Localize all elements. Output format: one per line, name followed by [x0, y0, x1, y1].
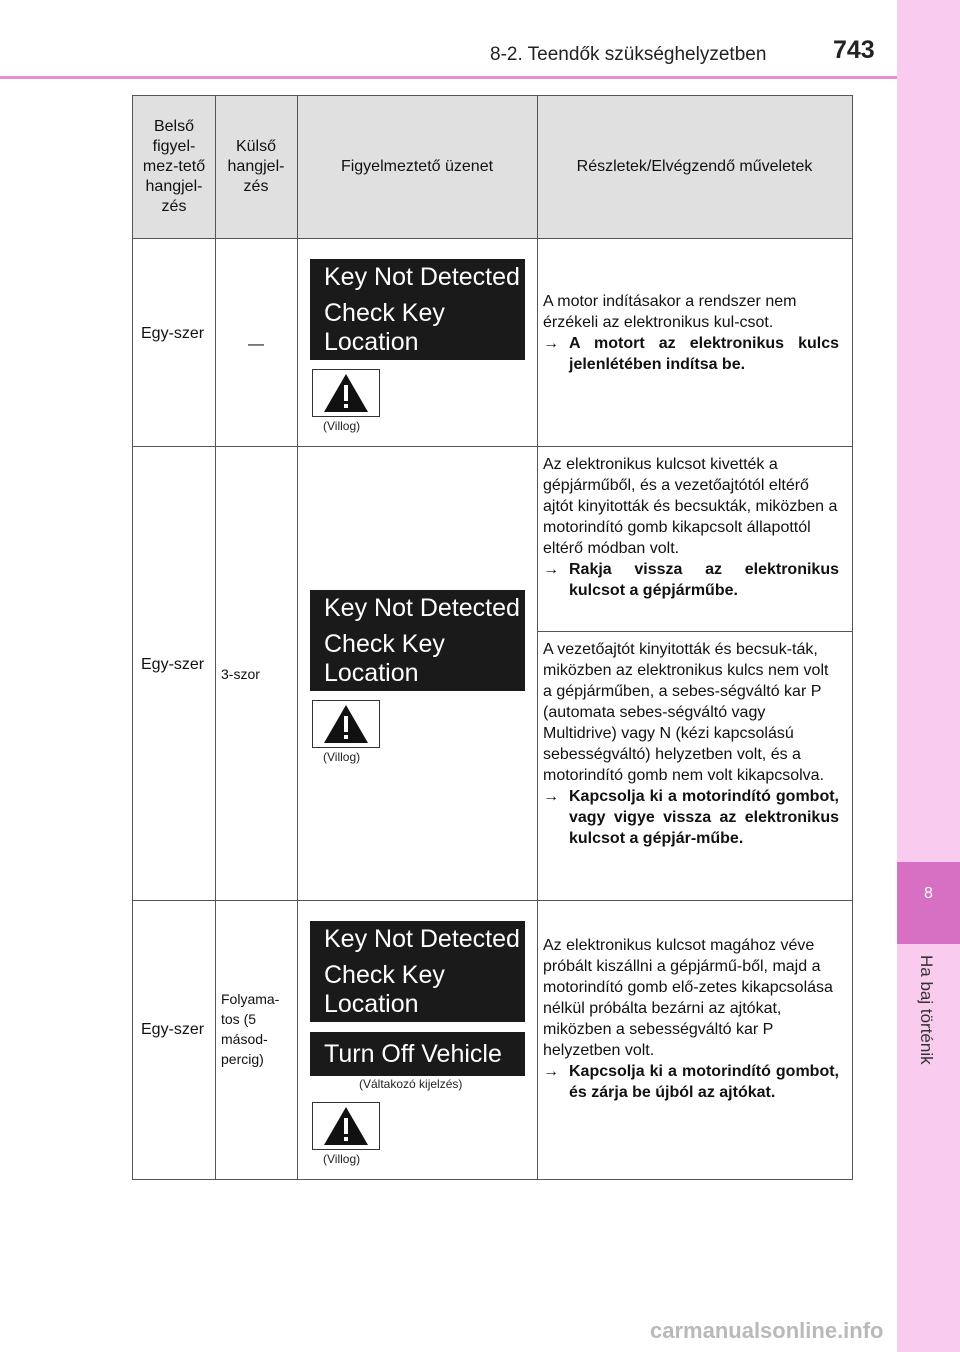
row1-message-line1: Key Not Detected — [324, 262, 520, 291]
row2-message-line2: Check Key Location — [324, 629, 445, 687]
side-tab-label: Ha baj történik — [917, 955, 936, 1065]
row3-message-display — [310, 921, 525, 1022]
row3-message-line1: Key Not Detected — [324, 924, 520, 953]
side-tab-number: 8 — [924, 885, 933, 902]
section-title: 8-2. Teendők szükséghelyzetben — [490, 44, 767, 65]
row-divider — [133, 446, 852, 447]
watermark: carmanualsonline.info — [650, 1318, 884, 1343]
row3-details — [543, 935, 839, 1103]
row3-message-line3: Turn Off Vehicle — [324, 1039, 502, 1068]
arrow-icon: → — [543, 788, 559, 805]
row1-details — [543, 291, 839, 375]
warning-triangle-icon — [312, 369, 380, 417]
row2a-action-text: Rakja vissza az elektronikus kulcsot a gépjárműbe. — [569, 561, 839, 599]
row1-message-line2: Check Key Location — [324, 298, 445, 356]
side-tab-top — [897, 0, 960, 862]
header-message — [297, 96, 537, 238]
row2b-description: A vezetőajtót kinyitották és becsuk-ták, miközben az elektronikus kulcs nem volt a gépjárműben, a sebes-ségváltó kar P (automata sebes-ségváltó vagy Multidrive) vagy N (kézi kapcsolású sebességváltó) helyzetben volt, és a motorindító gomb nem volt kikapcsolva. — [543, 641, 829, 784]
row-divider — [537, 631, 852, 632]
header-details — [537, 96, 852, 238]
warning-triangle-icon — [312, 1102, 380, 1150]
row-divider — [133, 900, 852, 901]
row2b-action-text: Kapcsolja ki a motorindító gombot, vagy vigye vissza az elektronikus kulcsot a gépjár-műbe. — [569, 788, 839, 847]
row2-message-display — [310, 590, 525, 691]
row2-external: 3-szor — [221, 666, 260, 682]
page-number: 743 — [833, 36, 875, 64]
row3-description: Az elektronikus kulcsot magához véve próbált kiszállni a gépjármű-ből, majd a motorindító gomb elő-zetes kikapcsolása nélkül próbálta bezárni az ajtókat, miközben a sebességváltó kar P helyzetben volt. — [543, 937, 833, 1059]
header-divider — [0, 76, 897, 79]
row2b-action — [543, 786, 839, 849]
header-internal-buzzer — [133, 96, 215, 238]
row3-external: Folyama-tos (5 másod-percig) — [221, 991, 280, 1067]
row3-message-display-alt — [310, 1032, 525, 1076]
row1-message-display — [310, 259, 525, 360]
header-external-buzzer — [215, 96, 297, 238]
row2-message-line1: Key Not Detected — [324, 593, 520, 622]
row1-warn-caption: (Villog) — [323, 419, 361, 433]
row2a-description: Az elektronikus kulcsot kivették a gépjárműből, és a vezetőajtótól eltérő ajtót kinyitották és becsukták, miközben a motorindító gomb kikapcsolt állapottól eltérő módban volt. — [543, 456, 838, 557]
arrow-icon: → — [543, 561, 559, 578]
header-internal-label: Belső figyel-mez-tető hangjel-zés — [142, 118, 206, 215]
row2-warn-caption: (Villog) — [323, 750, 361, 764]
row3-action — [543, 1061, 839, 1103]
arrow-icon: → — [543, 335, 559, 352]
column-divider — [537, 96, 538, 1179]
header-external-label: Külső hangjel-zés — [227, 138, 285, 195]
warning-table — [132, 95, 853, 1180]
arrow-icon: → — [543, 1063, 559, 1080]
row3-internal: Egy-szer — [141, 1021, 205, 1038]
row3-message-line2: Check Key Location — [324, 960, 445, 1018]
row1-action — [543, 333, 839, 375]
side-tab-chapter — [897, 862, 960, 944]
row3-warn-caption: (Villog) — [323, 1152, 361, 1166]
row-divider — [133, 238, 852, 239]
row2b-details — [543, 639, 839, 849]
row1-external: — — [248, 336, 264, 353]
row1-action-text: A motort az elektronikus kulcs jelenlétében indítsa be. — [569, 335, 839, 373]
column-divider — [215, 96, 216, 1179]
row3-alt-caption: (Váltakozó kijelzés) — [359, 1077, 463, 1091]
row2a-action — [543, 559, 839, 601]
row2a-details — [543, 454, 839, 601]
header-details-label: Részletek/Elvégzendő műveletek — [576, 158, 813, 175]
row1-description: A motor indításakor a rendszer nem érzékeli az elektronikus kul-csot. — [543, 293, 797, 331]
row2-internal: Egy-szer — [141, 656, 205, 673]
column-divider — [297, 96, 298, 1179]
header-message-label: Figyelmeztető üzenet — [340, 158, 494, 175]
warning-triangle-icon — [312, 700, 380, 748]
row3-action-text: Kapcsolja ki a motorindító gombot, és zárja be újból az ajtókat. — [569, 1063, 839, 1101]
row1-internal: Egy-szer — [141, 325, 205, 342]
